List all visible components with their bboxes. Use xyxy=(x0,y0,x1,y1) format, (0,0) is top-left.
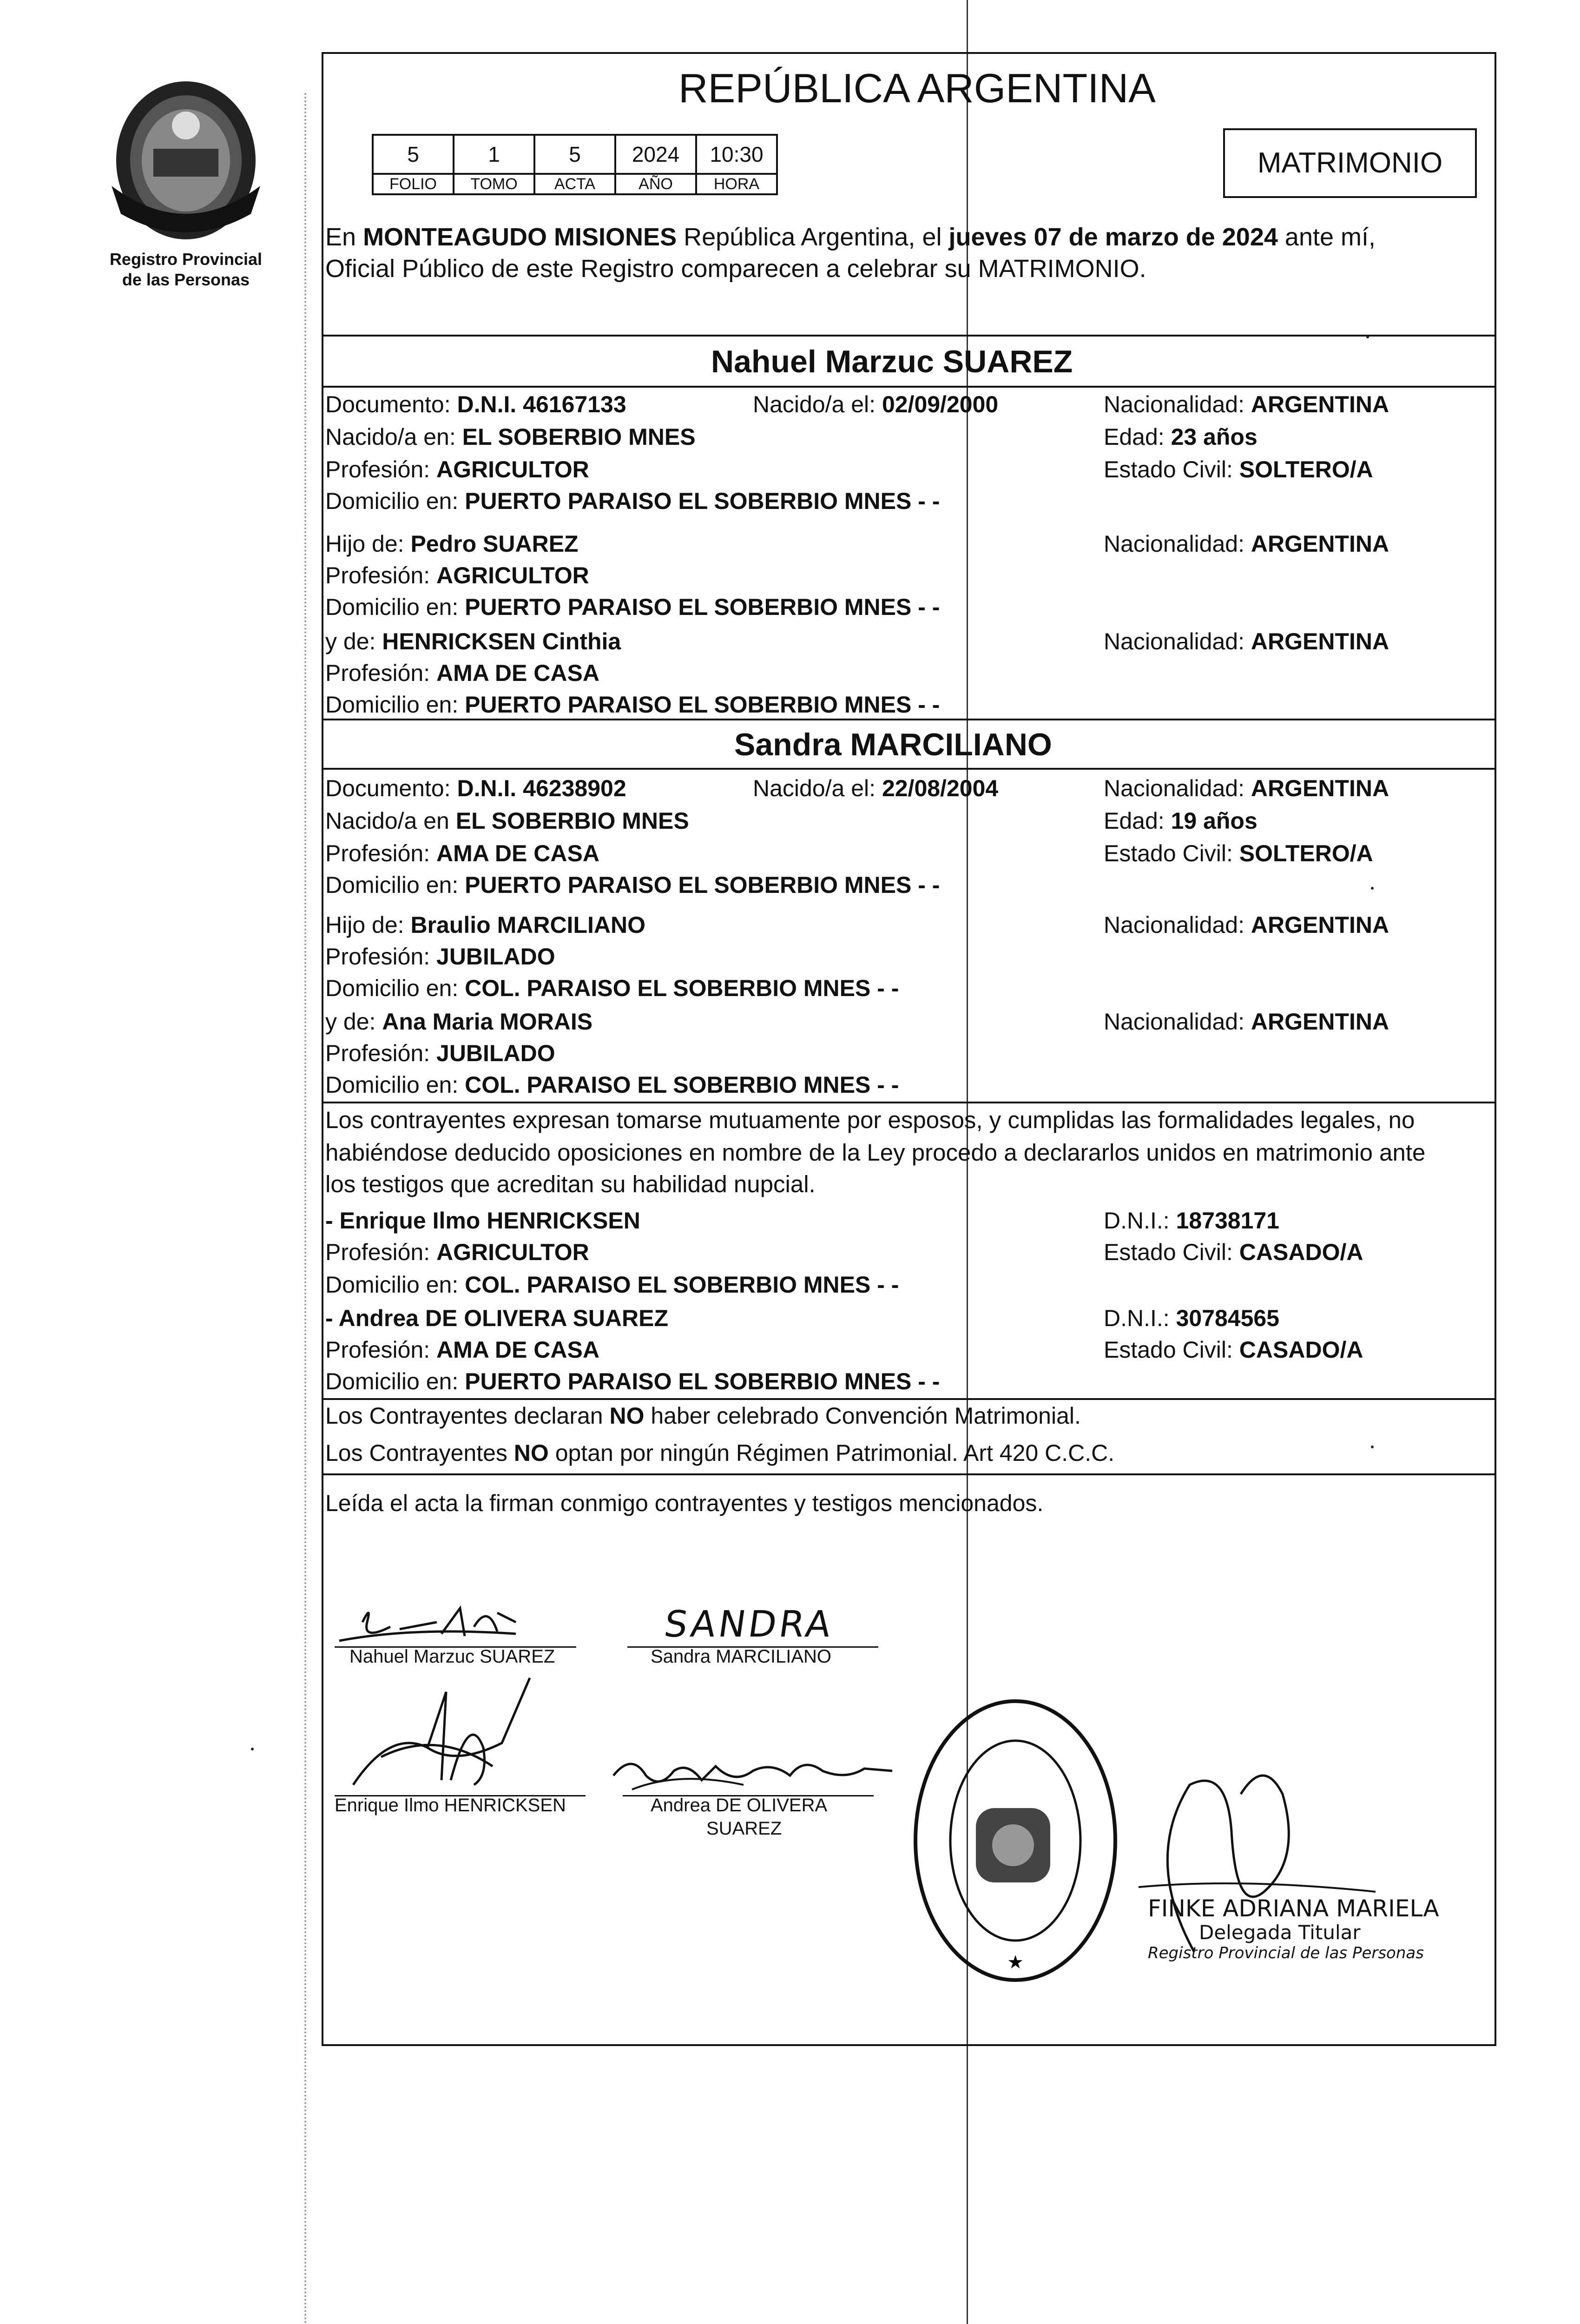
divider-intro xyxy=(322,335,1496,337)
declaration-line2: habiéndose deducido oposiciones en nombre de la Ley procedo a declararlos unidos en matrimonio ante xyxy=(325,1139,1426,1166)
witness2-estado: Estado Civil: CASADO/A xyxy=(1104,1337,1363,1363)
act-type-box: MATRIMONIO xyxy=(1223,128,1477,198)
intro-p3: ante mí, xyxy=(1277,223,1376,251)
party2-madre-prof: Profesión: JUBILADO xyxy=(325,1040,555,1066)
party1-edad: Edad: 23 años xyxy=(1104,424,1257,450)
witness2-dni: D.N.I.: 30784565 xyxy=(1104,1305,1280,1331)
party1-nacionalidad: Nacionalidad: ARGENTINA xyxy=(1104,391,1389,417)
intro-line2: Oficial Público de este Registro comparecen a celebrar su MATRIMONIO. xyxy=(325,255,1146,283)
party2-padre: Hijo de: Braulio MARCILIANO xyxy=(325,912,645,938)
acta-value: 5 xyxy=(534,135,615,174)
acta-label: ACTA xyxy=(534,174,615,194)
declaration-line1: Los contrayentes expresan tomarse mutuamente por esposos, y cumplidas las formalidades legales, no xyxy=(325,1107,1415,1133)
signature-caption-4-l2: SUAREZ xyxy=(706,1818,782,1839)
party1-nacido-el: Nacido/a el: 02/09/2000 xyxy=(753,391,999,417)
signature-scribble-icon xyxy=(321,1594,581,1650)
provincial-logo xyxy=(93,74,279,246)
witness2-domicilio: Domicilio en: PUERTO PARAISO EL SOBERBIO MNES - - xyxy=(325,1368,940,1394)
signature-3 xyxy=(335,1673,558,1803)
party2-madre-nac: Nacionalidad: ARGENTINA xyxy=(1104,1009,1389,1035)
signature-caption-3: Enrique Ilmo HENRICKSEN xyxy=(335,1795,566,1816)
divider-party1-name xyxy=(322,386,1496,388)
signature-caption-2: Sandra MARCILIANO xyxy=(651,1646,832,1667)
party1-nacido-en: Nacido/a en: EL SOBERBIO MNES xyxy=(325,424,696,450)
svg-text:★: ★ xyxy=(1007,1952,1024,1973)
party1-name: Nahuel Marzuc SUAREZ xyxy=(711,344,1073,379)
party2-nacido-en: Nacido/a en EL SOBERBIO MNES xyxy=(325,808,689,834)
party2-name: Sandra MARCILIANO xyxy=(734,727,1052,762)
anio-label: AÑO xyxy=(615,174,696,194)
divider-convention xyxy=(322,1398,1496,1400)
intro-date: jueves 07 de marzo de 2024 xyxy=(948,223,1278,251)
party1-madre-prof: Profesión: AMA DE CASA xyxy=(325,660,599,686)
folio-label: FOLIO xyxy=(373,174,454,194)
party2-padre-dom: Domicilio en: COL. PARAISO EL SOBERBIO MNES - - xyxy=(325,975,899,1001)
signature-2 xyxy=(655,1604,878,1645)
logo-caption xyxy=(93,249,279,290)
divider-party2 xyxy=(322,719,1496,720)
party2-nacido-el: Nacido/a el: 22/08/2004 xyxy=(753,775,999,801)
seal-icon xyxy=(906,1692,1125,1989)
hora-value: 10:30 xyxy=(696,135,777,174)
speck xyxy=(1371,1446,1374,1448)
intro-line1 xyxy=(325,223,1376,251)
declaration-line3: los testigos que acreditan su habilidad nupcial. xyxy=(325,1171,816,1197)
party1-padre-dom: Domicilio en: PUERTO PARAISO EL SOBERBIO MNES - - xyxy=(325,594,940,620)
party1-padre: Hijo de: Pedro SUAREZ xyxy=(325,531,579,557)
tomo-value: 1 xyxy=(454,135,534,174)
witness1-profesion: Profesión: AGRICULTOR xyxy=(325,1239,589,1265)
party1-profesion: Profesión: AGRICULTOR xyxy=(325,456,589,482)
party2-nacionalidad: Nacionalidad: ARGENTINA xyxy=(1104,775,1389,801)
intro-p1: En xyxy=(325,223,363,251)
official-name: FINKE ADRIANA MARIELA xyxy=(1148,1895,1439,1922)
party1-madre-nac: Nacionalidad: ARGENTINA xyxy=(1104,628,1389,654)
speck xyxy=(1366,336,1369,338)
party1-domicilio: Domicilio en: PUERTO PARAISO EL SOBERBIO MNES - - xyxy=(325,488,940,514)
official-role: Delegada Titular xyxy=(1199,1921,1361,1944)
logo-caption-line1: Registro Provincial xyxy=(109,250,263,269)
intro-place: MONTEAGUDO MISIONES xyxy=(363,223,677,251)
convention-line2: Los Contrayentes NO optan por ningún Régimen Patrimonial. Art 420 C.C.C. xyxy=(325,1440,1115,1466)
party2-edad: Edad: 19 años xyxy=(1104,808,1257,834)
signature-caption-4-l1: Andrea DE OLIVERA xyxy=(651,1795,828,1816)
divider-closing xyxy=(322,1473,1496,1475)
witness1-domicilio: Domicilio en: COL. PARAISO EL SOBERBIO MNES - - xyxy=(325,1272,899,1298)
shield-icon xyxy=(93,74,279,246)
registry-fields-table xyxy=(372,134,778,195)
signature-1 xyxy=(321,1594,581,1650)
party2-estado: Estado Civil: SOLTERO/A xyxy=(1104,840,1373,866)
party1-estado: Estado Civil: SOLTERO/A xyxy=(1104,456,1373,482)
witness1-name: - Enrique Ilmo HENRICKSEN xyxy=(325,1208,640,1234)
party2-padre-prof: Profesión: JUBILADO xyxy=(325,944,555,970)
speck xyxy=(251,1748,254,1750)
party2-madre-dom: Domicilio en: COL. PARAISO EL SOBERBIO MNES - - xyxy=(325,1072,899,1098)
signature-2-handwritten: SANDRA xyxy=(661,1604,836,1645)
party1-madre-dom: Domicilio en: PUERTO PARAISO EL SOBERBIO MNES - - xyxy=(325,692,940,718)
tomo-label: TOMO xyxy=(454,174,534,194)
intro-p2: República Argentina, el xyxy=(677,223,949,251)
party2-documento: Documento: D.N.I. 46238902 xyxy=(325,775,626,801)
speck xyxy=(1371,887,1374,890)
party1-documento: Documento: D.N.I. 46167133 xyxy=(325,391,626,417)
official-org: Registro Provincial de las Personas xyxy=(1148,1944,1424,1962)
signature-4 xyxy=(604,1743,902,1799)
witness2-name: - Andrea DE OLIVERA SUAREZ xyxy=(325,1305,669,1331)
folio-value: 5 xyxy=(373,135,454,174)
binding-dots xyxy=(304,93,306,2324)
party2-madre: y de: Ana Maria MORAIS xyxy=(325,1009,593,1035)
party1-padre-nac: Nacionalidad: ARGENTINA xyxy=(1104,531,1389,557)
hora-label: HORA xyxy=(696,174,777,194)
divider-party2-name xyxy=(322,768,1496,770)
signature-scribble-icon xyxy=(604,1743,902,1799)
official-stamp xyxy=(1148,1895,1482,1962)
divider-declaration xyxy=(322,1102,1496,1103)
party1-madre: y de: HENRICKSEN Cinthia xyxy=(325,628,621,654)
page-title: REPÚBLICA ARGENTINA xyxy=(678,65,1156,111)
convention-line1: Los Contrayentes declaran NO haber celebrado Convención Matrimonial. xyxy=(325,1403,1081,1429)
party1-padre-prof: Profesión: AGRICULTOR xyxy=(325,562,589,588)
anio-value: 2024 xyxy=(615,135,696,174)
signature-scribble-icon xyxy=(335,1673,558,1803)
closing-text: Leída el acta la firman conmigo contrayentes y testigos mencionados. xyxy=(325,1490,1044,1516)
official-seal xyxy=(906,1692,1125,1989)
party2-profesion: Profesión: AMA DE CASA xyxy=(325,840,599,866)
witness1-dni: D.N.I.: 18738171 xyxy=(1104,1208,1280,1234)
signature-caption-1: Nahuel Marzuc SUAREZ xyxy=(349,1646,555,1667)
witness1-estado: Estado Civil: CASADO/A xyxy=(1104,1239,1363,1265)
logo-caption-line2: de las Personas xyxy=(122,270,250,289)
witness2-profesion: Profesión: AMA DE CASA xyxy=(325,1337,599,1363)
party2-domicilio: Domicilio en: PUERTO PARAISO EL SOBERBIO MNES - - xyxy=(325,872,940,898)
party2-padre-nac: Nacionalidad: ARGENTINA xyxy=(1104,912,1389,938)
